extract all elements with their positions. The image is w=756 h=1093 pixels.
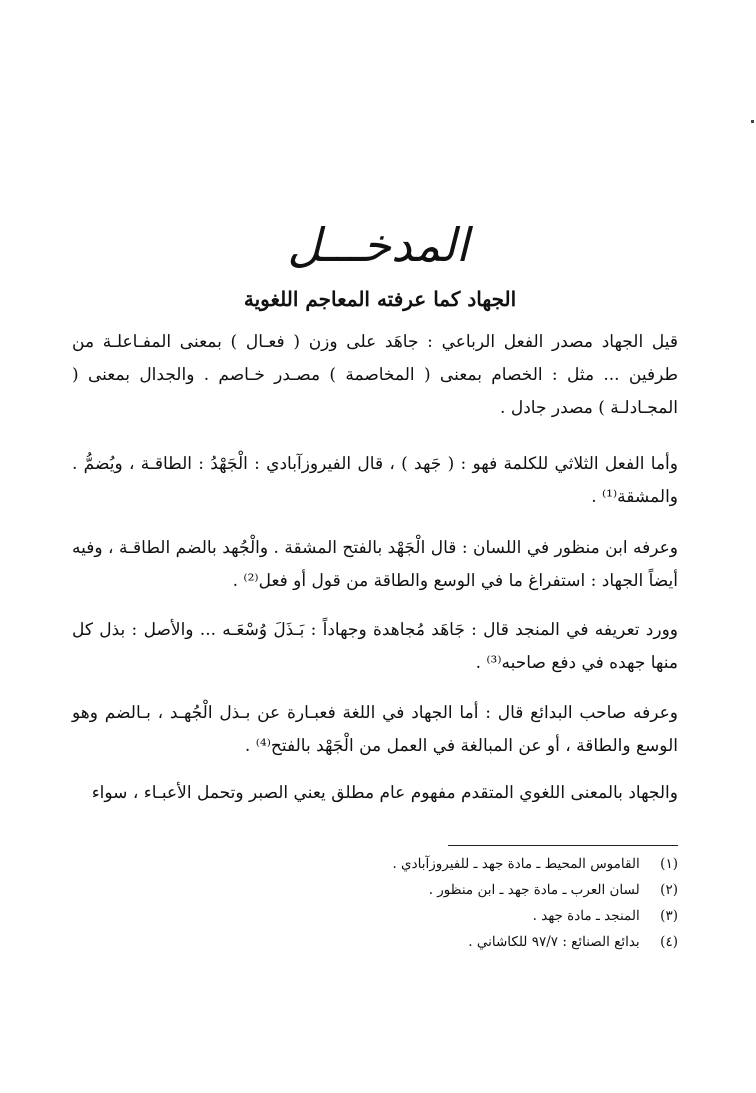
footnote-number: (٤) [660,934,678,950]
footnote-separator [448,845,678,846]
footnote-text: لسان العرب ـ مادة جهد ـ ابن منظور . [428,882,640,898]
scan-mark [751,120,754,123]
paragraph: وعرفه صاحب البدائع قال : أما الجهاد في اللغة فعبـارة عن بـذل الْجُهـد ، بـالضم وهو الوسع والطاقة ، أو عن المبالغة في العمل من الْجَهْد بالفتح⁽⁴⁾ . [72,703,678,756]
paragraph: وورد تعريفه في المنجد قال : جَاهَد مُجاهدة وجهاداً : بَـذَلَ وُسْعَـه ... والأصل : بذل كل منها جهده في دفع صاحبه⁽³⁾ . [72,620,678,673]
footnote-number: (٢) [660,882,678,898]
chapter-title: المدخـــل [287,218,469,272]
paragraph: وأما الفعل الثلاثي للكلمة فهو : ( جَهد ) ، قال الفيروزآبادي : الْجَهْدُ : الطاقـة ، ويُضمُّ . والمشقة⁽¹⁾ . [72,454,678,507]
section-heading: الجهاد كما عرفته المعاجم اللغوية [243,287,517,311]
footnote-text: القاموس المحيط ـ مادة جهد ـ للفيروزآبادي . [392,856,640,872]
footnote [118,906,678,926]
footnote-text: المنجد ـ مادة جهد . [532,908,640,924]
footnote-number: (٣) [660,908,678,924]
footnote [118,932,678,952]
paragraph: وعرفه ابن منظور في اللسان : قال الْجَهْد بالفتح المشقة . والْجُهد بالضم الطاقـة ، وفيه أيضاً الجهاد : استفراغ ما في الوسع والطاقة من قول أو فعل⁽²⁾ . [72,538,678,591]
footnote-number: (١) [660,856,678,872]
paragraph: قيل الجهاد مصدر الفعل الرباعي : جاهَد على وزن ( فعـال ) بمعنى المفـاعلـة من طرفين ... مثل : الخصام بمعنى ( المخاصمة ) مصـدر خـاصم . والجدال بمعنى ( المجـادلـة ) مصدر جادل . [72,332,678,418]
footnote-text: بدائع الصنائع : ٩٧/٧ للكاشاني . [468,934,640,950]
paragraph: والجهاد بالمعنى اللغوي المتقدم مفهوم عام مطلق يعني الصبر وتحمل الأعبـاء ، سواء [91,783,678,803]
footnote [118,854,678,874]
footnote [118,880,678,900]
